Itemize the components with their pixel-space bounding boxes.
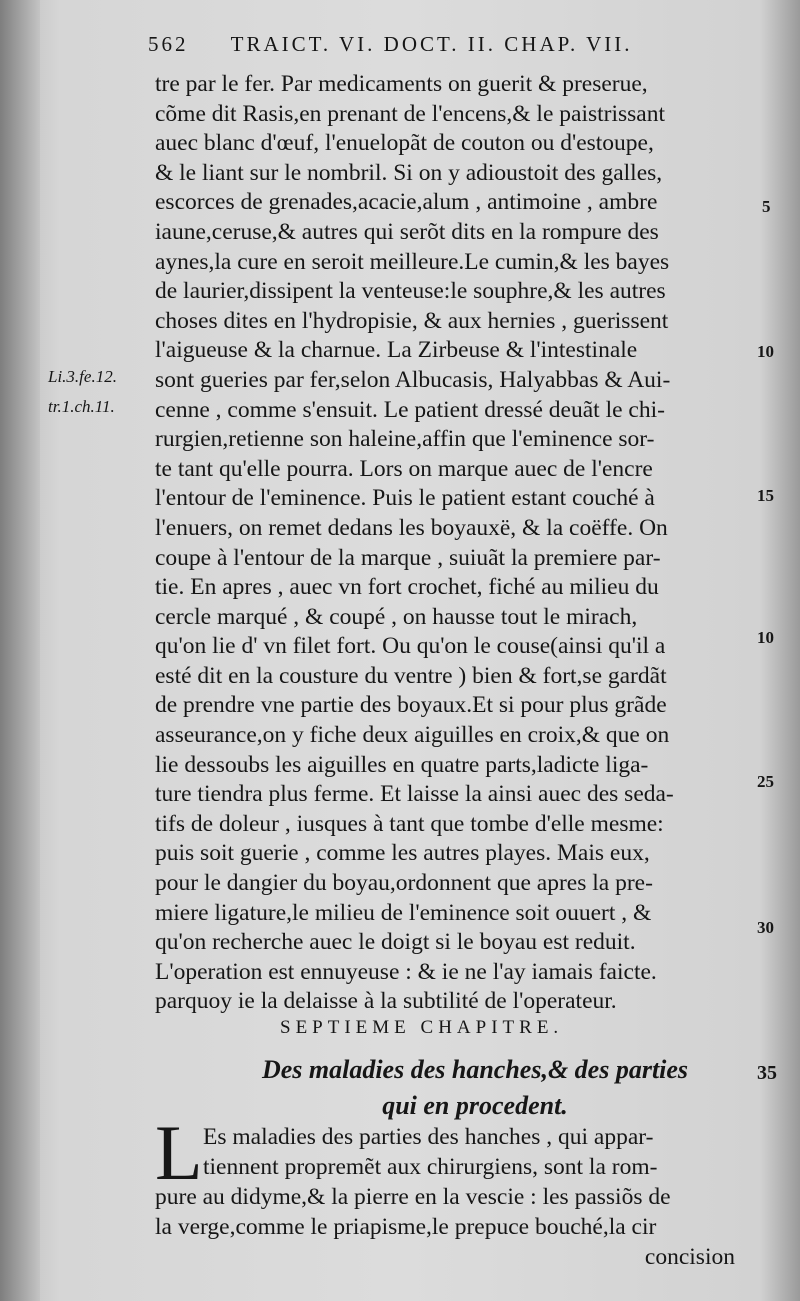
text-line: Es maladies des parties des hanches , qui appar- <box>203 1124 654 1150</box>
text-line: tie. En apres , auec vn fort crochet, fiché au milieu du <box>155 574 659 601</box>
text-line: te tant qu'elle pourra. Lors on marque auec de l'encre <box>155 455 653 482</box>
line-number: 15 <box>757 486 774 505</box>
text-line: pour le dangier du boyau,ordonnent que apres la pre- <box>155 870 653 897</box>
text-line: l'aigueuse & la charnue. La Zirbeuse & l'intestinale <box>155 337 638 364</box>
text-line: qu'on lie d' vn filet fort. Ou qu'on le couse(ainsi qu'il a <box>155 633 666 660</box>
text-line: lie dessoubs les aiguilles en quatre parts,ladicte liga- <box>155 751 649 778</box>
text-line: de prendre vne partie des boyaux.Et si pour plus grãde <box>155 692 667 719</box>
line-number: 25 <box>757 772 774 791</box>
text-line: puis soit guerie , comme les autres playes. Mais eux, <box>155 840 650 867</box>
text-line: l'enuers, on remet dedans les boyauxë, & la coëffe. On <box>155 514 668 541</box>
text-line: pure au didyme,& la pierre en la vescie : les passiõs de <box>155 1184 671 1210</box>
line-number: 35 <box>757 1062 777 1084</box>
text-line: l'entour de l'eminence. Puis le patient estant couché à <box>155 485 655 512</box>
chapter-title <box>215 1052 735 1124</box>
text-line: esté dit en la cousture du ventre ) bien & fort,se gardãt <box>155 662 667 689</box>
running-title: TRAICT. VI. DOCT. II. CHAP. VII. <box>230 32 633 56</box>
chapter-title-line: qui en procedent. <box>382 1091 568 1120</box>
drop-cap: L <box>155 1109 203 1196</box>
margin-reference: tr.1.ch.11. <box>48 397 115 416</box>
line-number: 5 <box>762 197 771 216</box>
page-number: 562 <box>148 32 189 56</box>
text-line: tre par le fer. Par medicaments on guerit & preserue, <box>155 71 648 97</box>
text-line: escorces de grenades,acacie,alum , antimoine , ambre <box>155 189 658 216</box>
line-number: 30 <box>757 918 774 937</box>
text-line: cõme dit Rasis,en prenant de l'encens,& le paistrissant <box>155 100 666 127</box>
text-line: la verge,comme le priapisme,le prepuce bouché,la cir <box>155 1214 657 1240</box>
text-line: de laurier,dissipent la venteuse:le souphre,& les autres <box>155 278 666 305</box>
chapter-label: SEPTIEME CHAPITRE. <box>280 1017 564 1038</box>
line-number: 10 <box>757 628 774 647</box>
text-line: auec blanc d'œuf, l'enuelopãt de couton ou d'estoupe, <box>155 130 654 157</box>
text-line: choses dites en l'hydropisie, & aux hernies , guerissent <box>155 307 669 334</box>
line-number: 10 <box>757 342 774 361</box>
text-line: sont gueries par fer,selon Albucasis, Halyabbas & Aui- <box>155 366 671 393</box>
text-line: concision <box>644 1244 735 1270</box>
text-line: & le liant sur le nombril. Si on y adioustoit des galles, <box>155 159 663 186</box>
text-line: cenne , comme s'ensuit. Le patient dressé deuãt le chi- <box>155 396 665 423</box>
text-line: iaune,ceruse,& autres qui serõt dits en la rompure des <box>155 218 659 245</box>
text-line: asseurance,on y fiche deux aiguilles en croix,& que on <box>155 722 670 749</box>
text-line: miere ligature,le milieu de l'eminence soit ouuert , & <box>155 899 652 926</box>
chapter-text-block <box>155 1122 755 1272</box>
margin-reference: Li.3.fe.12. <box>48 367 117 386</box>
text-line: parquoy ie la delaisse à la subtilité de l'operateur. <box>155 988 617 1015</box>
text-line: tiennent propremẽt aux chirurgiens, sont la rom- <box>203 1154 658 1180</box>
text-line: qu'on recherche auec le doigt si le boyau est reduit. <box>155 929 636 956</box>
book-spine-shadow <box>0 0 40 1301</box>
main-text-block <box>155 70 755 1017</box>
chapter-title-line: Des maladies des hanches,& des parties <box>261 1055 689 1084</box>
page-header <box>148 32 748 64</box>
text-line: coupe à l'entour de la marque , suiuãt la premiere par- <box>155 544 661 571</box>
text-line: tifs de doleur , iusques à tant que tombe d'elle mesme: <box>155 810 664 837</box>
text-line: ture tiendra plus ferme. Et laisse la ainsi auec des seda- <box>155 781 674 808</box>
text-line: cercle marqué , & coupé , on hausse tout le mirach, <box>155 603 638 630</box>
text-line: L'operation est ennuyeuse : & ie ne l'ay iamais faicte. <box>155 958 657 985</box>
text-line: rurgien,retienne son haleine,affin que l'eminence sor- <box>155 426 655 453</box>
text-line: aynes,la cure en seroit meilleure.Le cumin,& les bayes <box>155 248 670 275</box>
